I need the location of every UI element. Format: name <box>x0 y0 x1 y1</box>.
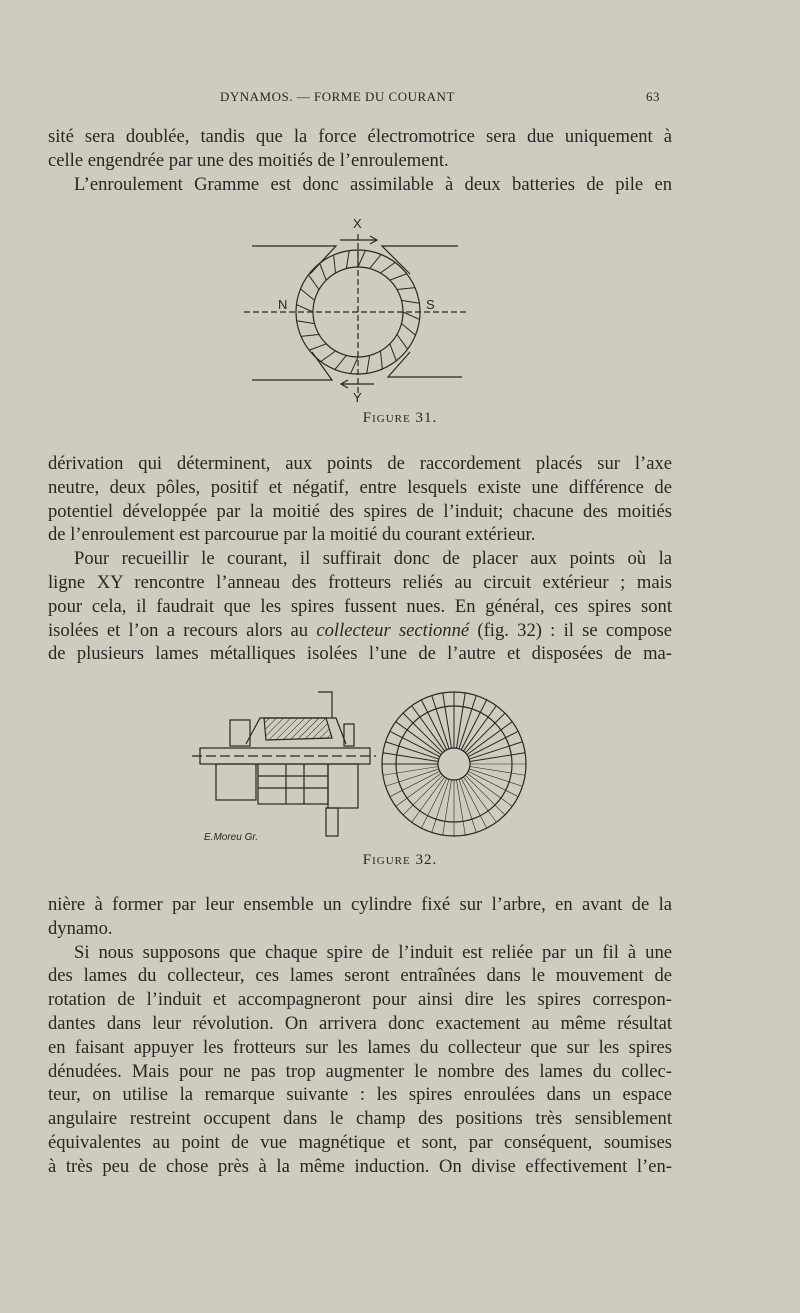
commutator-segment <box>403 775 443 815</box>
text-segment: isolées et l’on a recours alors au <box>48 619 317 641</box>
commutator-segment <box>443 693 452 748</box>
text-line: celle engendrée par une des moitiés de l’enroulement. <box>48 149 449 171</box>
commutator-segment <box>459 696 476 749</box>
commutator-segment <box>403 713 443 753</box>
figure-31-caption: Figure 31. <box>362 410 438 426</box>
commutator-segment <box>432 779 449 832</box>
text-line: rotation de l’induit et accompagneront pour ainsi dire les spires correspon- <box>48 989 672 1011</box>
text-line: des lames du collecteur, ces lames seront entraînées dans le mouvement de <box>48 965 672 987</box>
commutator-segment <box>383 753 438 762</box>
coil-winding <box>351 357 358 374</box>
coil-winding <box>381 262 396 273</box>
coil-winding <box>358 250 365 267</box>
italic-term: collecteur sectionné <box>316 619 470 641</box>
text-line: en faisant appuyer les frotteurs sur les lames du collecteur que sur les spires <box>48 1036 672 1058</box>
coil-winding <box>401 324 415 335</box>
commutator-segment <box>470 753 525 762</box>
coil-winding <box>308 275 319 290</box>
engraver-signature: E.Moreu Gr. <box>204 832 259 843</box>
text-line: dénudées. Mais pour ne pas trop augmenter le nombre des lames du collec- <box>48 1060 672 1082</box>
text-line: de plusieurs lames métalliques isolées l’une de l’autre et disposées de ma- <box>48 643 672 665</box>
coil-winding <box>301 335 319 337</box>
coil-winding <box>297 321 315 324</box>
coil-winding <box>300 289 314 300</box>
paragraph-1 <box>48 125 672 196</box>
coil-winding <box>367 355 370 373</box>
coil-winding <box>335 355 346 369</box>
coil-winding <box>403 312 420 319</box>
running-header <box>48 89 660 109</box>
paragraph-2 <box>48 452 672 666</box>
text-segment: (fig. 32) : il se compose <box>469 619 672 641</box>
text-line: sité sera doublée, tandis que la force électromotrice sera due uniquement à <box>48 126 672 147</box>
commutator-segment <box>465 775 505 815</box>
text-line: Si nous supposons que chaque spire de l’induit est reliée par un fil à une <box>74 941 672 963</box>
coil-winding <box>321 351 336 362</box>
coil-winding <box>390 344 396 361</box>
text-line: dantes dans leur révolution. On arrivera donc exactement au même résultat <box>48 1012 672 1034</box>
label-n: N <box>278 297 288 312</box>
text-line: de l’enroulement est parcourue par la moitié du courant extérieur. <box>48 524 536 546</box>
coil-winding <box>334 255 336 273</box>
coil-winding <box>346 251 349 269</box>
text-line: L’enroulement Gramme est donc assimilable à deux batteries de pile en <box>74 173 672 195</box>
commutator-segment <box>457 693 466 748</box>
label-y: Y <box>353 390 362 405</box>
text-line: équivalentes au point de vue magnétique et sont, par conséquent, soumises <box>48 1131 672 1153</box>
commutator-segment <box>457 780 466 835</box>
commutator-segment <box>469 769 522 786</box>
commutator-segment <box>432 696 449 749</box>
text-line: Pour recueillir le courant, il suffirait donc de placer aux points où la <box>74 548 672 570</box>
text-line: teur, on utilise la remarque suivante : les spires enroulées dans un espace <box>48 1084 672 1106</box>
text-line: angulaire restreint occupent dans le champ des positions très sensiblement <box>48 1108 672 1130</box>
coil-winding <box>309 344 326 350</box>
commutator-segment <box>383 767 438 776</box>
coil-winding <box>397 335 408 350</box>
text-line <box>48 619 672 643</box>
coil-winding <box>381 351 383 369</box>
label-x: X <box>353 216 362 231</box>
figure-31-gramme-ring <box>240 212 470 406</box>
text-line: neutre, deux pôles, positif et négatif, entre lesquels existe une différence de <box>48 476 672 498</box>
coil-winding <box>401 300 419 303</box>
coil-winding <box>390 274 407 280</box>
text-line: potentiel développée par la moitié des spires de l’induit; chacune des moitiés <box>48 500 672 522</box>
commutator-front-view <box>382 692 526 836</box>
coil-winding <box>397 288 415 290</box>
commutator-segment <box>443 780 452 835</box>
text-line: dérivation qui déterminent, aux points de raccordement placés sur l’axe <box>48 453 672 474</box>
figure-32-sectioned-commutator <box>186 688 534 848</box>
header-title: DYNAMOS. — FORME DU COURANT <box>220 89 455 104</box>
commutator-segment <box>459 779 476 832</box>
commutator-segment <box>469 742 522 759</box>
page-number: 63 <box>646 89 660 104</box>
commutator-segment <box>386 742 439 759</box>
text-line: nière à former par leur ensemble un cylindre fixé sur l’arbre, en avant de la <box>48 894 672 915</box>
coil-winding <box>296 305 313 312</box>
text-line: dynamo. <box>48 917 113 939</box>
coil-winding <box>320 263 326 280</box>
paragraph-3 <box>48 893 672 1179</box>
text-line: ligne XY rencontre l’anneau des frotteurs reliés au circuit extérieur ; mais <box>48 571 672 593</box>
text-line: pour cela, il faudrait que les spires fussent nues. En général, ces spires sont <box>48 595 672 617</box>
commutator-segment <box>386 769 439 786</box>
commutator-segment <box>465 713 505 753</box>
commutator-section-view <box>192 692 376 836</box>
commutator-segment <box>470 767 525 776</box>
text-line: à très peu de chose près à la même induction. On divise effectivement l’en- <box>48 1155 672 1177</box>
label-s: S <box>426 297 435 312</box>
coil-winding <box>370 254 381 268</box>
figure-32-caption: Figure 32. <box>362 852 438 868</box>
